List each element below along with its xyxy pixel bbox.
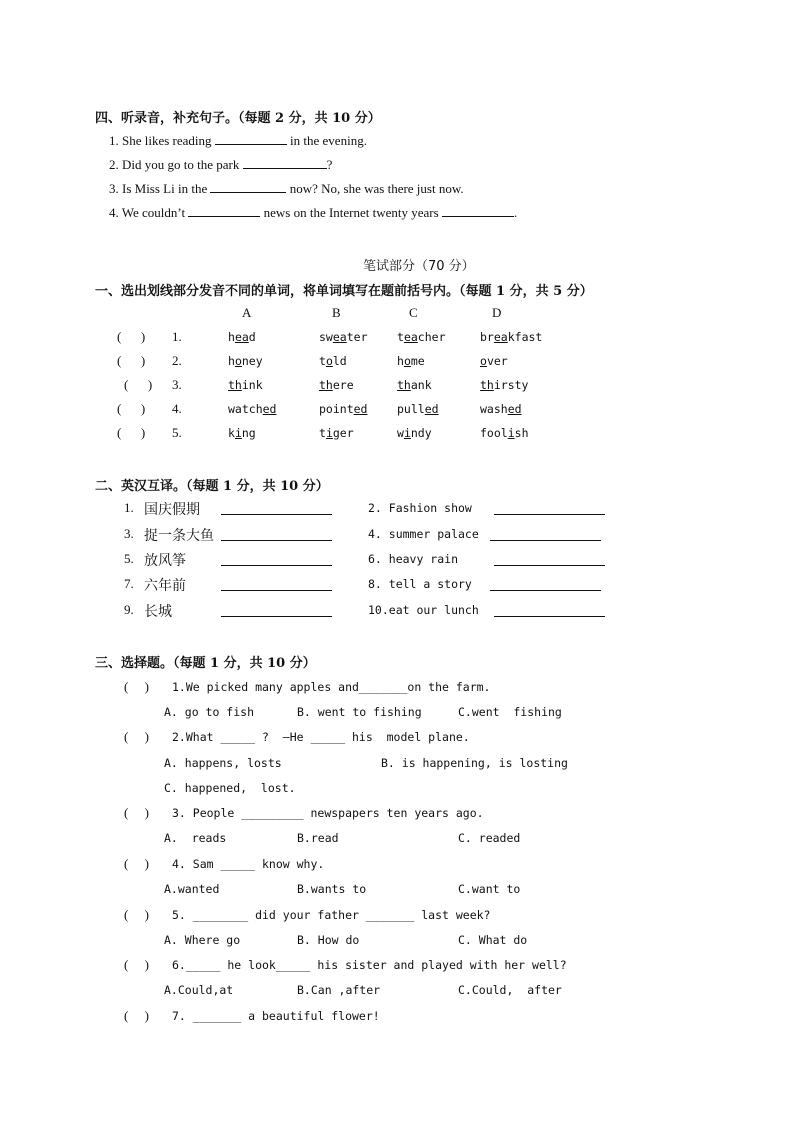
answer-line[interactable] bbox=[221, 616, 332, 617]
part2-title: 二、英汉互译。（每题 1 分，共 10 分） bbox=[95, 479, 329, 494]
word-part: watch bbox=[228, 402, 263, 416]
option[interactable]: B. How do bbox=[297, 933, 360, 947]
option[interactable]: B. is happening, is losting bbox=[381, 756, 568, 770]
question-number: 1. bbox=[172, 329, 182, 344]
option[interactable]: C. readed bbox=[458, 831, 521, 845]
item-number: 7. bbox=[124, 576, 134, 591]
answer-blank[interactable] bbox=[210, 180, 286, 193]
answer-paren[interactable]: ( ) bbox=[124, 805, 149, 820]
answer-blank[interactable] bbox=[243, 156, 327, 169]
word-part: ney bbox=[241, 354, 263, 368]
underlined-letters: th bbox=[319, 378, 333, 392]
underlined-letters: i bbox=[325, 426, 333, 440]
question-text: 2.What _____ ? —He _____ his model plane. bbox=[172, 730, 470, 744]
underlined-letters: ed bbox=[353, 402, 368, 416]
word-part: ere bbox=[332, 378, 354, 392]
option-word bbox=[319, 378, 354, 392]
answer-paren[interactable]: ( ) bbox=[117, 401, 146, 416]
word-part: ver bbox=[486, 354, 508, 368]
underlined-letters: o bbox=[325, 354, 333, 368]
written-section-title: 笔试部分（70 分） bbox=[363, 259, 475, 274]
answer-line[interactable] bbox=[221, 565, 332, 566]
question-number: 3. bbox=[172, 377, 182, 392]
item-number: 3. bbox=[124, 526, 134, 541]
answer-paren[interactable]: ( ) bbox=[124, 729, 149, 744]
answer-line[interactable] bbox=[221, 540, 332, 541]
word-part: k bbox=[228, 426, 235, 440]
word-part: ter bbox=[346, 330, 368, 344]
col-header-d: D bbox=[492, 305, 502, 320]
english-phrase: 2. Fashion show bbox=[368, 501, 472, 515]
word-part: t bbox=[397, 330, 404, 344]
option-word bbox=[228, 330, 256, 344]
option[interactable]: C. happened, lost. bbox=[164, 781, 296, 795]
part4-item-2: 2. Did you go to the park ? bbox=[109, 157, 333, 172]
answer-line[interactable] bbox=[494, 616, 605, 617]
option[interactable]: C.went fishing bbox=[458, 705, 562, 719]
answer-paren[interactable]: ( ) bbox=[124, 377, 153, 392]
part4-title: 四、听录音，补充句子。（每题 2 分，共 10 分） bbox=[95, 111, 381, 126]
underlined-letters: ea bbox=[234, 330, 249, 344]
answer-line[interactable] bbox=[490, 540, 601, 541]
question-text: 7. _______ a beautiful flower! bbox=[172, 1009, 380, 1023]
option-word bbox=[397, 426, 432, 440]
chinese-phrase: 国庆假期 bbox=[144, 502, 200, 518]
word-part: ank bbox=[410, 378, 432, 392]
chinese-phrase: 捉一条大鱼 bbox=[144, 528, 214, 544]
answer-line[interactable] bbox=[490, 590, 601, 591]
chinese-phrase: 长城 bbox=[144, 604, 172, 620]
underlined-letters: th bbox=[397, 378, 411, 392]
option-word bbox=[397, 378, 432, 392]
option-word bbox=[480, 426, 529, 440]
word-part: point bbox=[319, 402, 354, 416]
underlined-letters: ed bbox=[262, 402, 277, 416]
question-text: 1.We picked many apples and_______on the farm. bbox=[172, 680, 491, 694]
word-part: ng bbox=[241, 426, 256, 440]
option[interactable]: B.wants to bbox=[297, 882, 367, 896]
word-part: sh bbox=[514, 426, 529, 440]
option-word bbox=[480, 378, 528, 392]
option-word bbox=[397, 354, 425, 368]
english-phrase: 4. summer palace bbox=[368, 527, 479, 541]
part1-title: 一、选出划线部分发音不同的单词，将单词填写在题前括号内。（每题 1 分，共 5 分） bbox=[95, 284, 593, 299]
chinese-phrase: 放风筝 bbox=[144, 553, 186, 569]
underlined-letters: i bbox=[403, 426, 411, 440]
answer-paren[interactable]: ( ) bbox=[117, 353, 146, 368]
question-text: 6._____ he look_____ his sister and played with her well? bbox=[172, 958, 567, 972]
option-word bbox=[228, 354, 263, 368]
underlined-letters: o bbox=[234, 354, 242, 368]
word-part: irsty bbox=[493, 378, 529, 392]
word-part: pull bbox=[397, 402, 425, 416]
underlined-letters: i bbox=[507, 426, 515, 440]
word-part: h bbox=[228, 330, 235, 344]
word-part: w bbox=[397, 426, 404, 440]
answer-paren[interactable]: ( ) bbox=[124, 856, 149, 871]
word-part: ink bbox=[241, 378, 263, 392]
word-part: d bbox=[248, 330, 256, 344]
word-part: wash bbox=[480, 402, 508, 416]
question-number: 4. bbox=[172, 401, 182, 416]
option-word bbox=[397, 330, 446, 344]
word-part: h bbox=[397, 354, 404, 368]
answer-line[interactable] bbox=[221, 590, 332, 591]
answer-paren[interactable]: ( ) bbox=[117, 329, 146, 344]
option[interactable]: B.Can ,after bbox=[297, 983, 381, 997]
option[interactable]: A. happens, losts bbox=[164, 756, 282, 770]
item-number: 1. bbox=[124, 500, 134, 515]
underlined-letters: th bbox=[228, 378, 242, 392]
answer-paren[interactable]: ( ) bbox=[124, 679, 149, 694]
word-part: ndy bbox=[410, 426, 432, 440]
word-part: cher bbox=[417, 330, 446, 344]
underlined-letters: ea bbox=[403, 330, 418, 344]
option-word bbox=[319, 402, 367, 416]
word-part: sw bbox=[319, 330, 333, 344]
option-word bbox=[319, 330, 368, 344]
underlined-letters: ea bbox=[493, 330, 508, 344]
word-part: br bbox=[480, 330, 494, 344]
question-number: 5. bbox=[172, 425, 182, 440]
answer-paren[interactable]: ( ) bbox=[124, 957, 149, 972]
option[interactable]: A. Where go bbox=[164, 933, 241, 947]
word-part: t bbox=[319, 354, 326, 368]
word-part: kfast bbox=[507, 330, 543, 344]
english-phrase: 6. heavy rain bbox=[368, 552, 459, 566]
english-phrase: 8. tell a story bbox=[368, 577, 472, 591]
answer-paren[interactable]: ( ) bbox=[124, 1008, 149, 1023]
underlined-letters: th bbox=[480, 378, 494, 392]
word-part: ld bbox=[332, 354, 347, 368]
question-number: 2. bbox=[172, 353, 182, 368]
word-part: me bbox=[410, 354, 425, 368]
col-header-b: B bbox=[332, 305, 341, 320]
underlined-letters: ea bbox=[332, 330, 347, 344]
option[interactable]: C. What do bbox=[458, 933, 528, 947]
option[interactable]: C.Could, after bbox=[458, 983, 562, 997]
question-text: 4. Sam _____ know why. bbox=[172, 857, 325, 871]
answer-paren[interactable]: ( ) bbox=[124, 907, 149, 922]
word-part: fool bbox=[480, 426, 508, 440]
option[interactable]: B. went to fishing bbox=[297, 705, 422, 719]
option-word bbox=[228, 378, 263, 392]
answer-blank[interactable] bbox=[188, 204, 260, 217]
word-part: t bbox=[319, 426, 326, 440]
col-header-c: C bbox=[409, 305, 418, 320]
part3-title: 三、选择题。（每题 1 分，共 10 分） bbox=[95, 656, 316, 671]
chinese-phrase: 六年前 bbox=[144, 578, 186, 594]
underlined-letters: i bbox=[234, 426, 242, 440]
col-header-a: A bbox=[242, 305, 252, 320]
underlined-letters: o bbox=[403, 354, 411, 368]
item-number: 5. bbox=[124, 551, 134, 566]
part4-item-1: 1. She likes reading in the evening. bbox=[109, 133, 367, 148]
underlined-letters: ed bbox=[507, 402, 522, 416]
part4-item-3: 3. Is Miss Li in the now? No, she was there just now. bbox=[109, 181, 464, 196]
word-part: ger bbox=[332, 426, 354, 440]
answer-paren[interactable]: ( ) bbox=[117, 425, 146, 440]
english-phrase: 10.eat our lunch bbox=[368, 603, 479, 617]
option[interactable]: A. reads bbox=[164, 831, 227, 845]
item-number: 9. bbox=[124, 602, 134, 617]
option[interactable]: B.read bbox=[297, 831, 339, 845]
option[interactable]: A.wanted bbox=[164, 882, 220, 896]
option-word bbox=[480, 330, 542, 344]
question-text: 3. People _________ newspapers ten years ago. bbox=[172, 806, 484, 820]
question-text: 5. ________ did your father _______ last week? bbox=[172, 908, 491, 922]
option[interactable]: A.Could,at bbox=[164, 983, 234, 997]
underlined-letters: ed bbox=[424, 402, 439, 416]
option-word bbox=[228, 426, 256, 440]
option-word bbox=[228, 402, 276, 416]
answer-line[interactable] bbox=[221, 514, 332, 515]
option-word bbox=[480, 402, 522, 416]
part4-item-4: 4. We couldn’t news on the Internet twenty years . bbox=[109, 205, 518, 220]
option-word bbox=[480, 354, 508, 368]
answer-blank[interactable] bbox=[215, 132, 287, 145]
answer-blank[interactable] bbox=[442, 204, 514, 217]
underlined-letters: o bbox=[480, 354, 487, 368]
answer-line[interactable] bbox=[494, 514, 605, 515]
option[interactable]: A. go to fish bbox=[164, 705, 255, 719]
answer-line[interactable] bbox=[494, 565, 605, 566]
word-part: h bbox=[228, 354, 235, 368]
option-word bbox=[319, 354, 347, 368]
option-word bbox=[397, 402, 439, 416]
option-word bbox=[319, 426, 354, 440]
option[interactable]: C.want to bbox=[458, 882, 521, 896]
